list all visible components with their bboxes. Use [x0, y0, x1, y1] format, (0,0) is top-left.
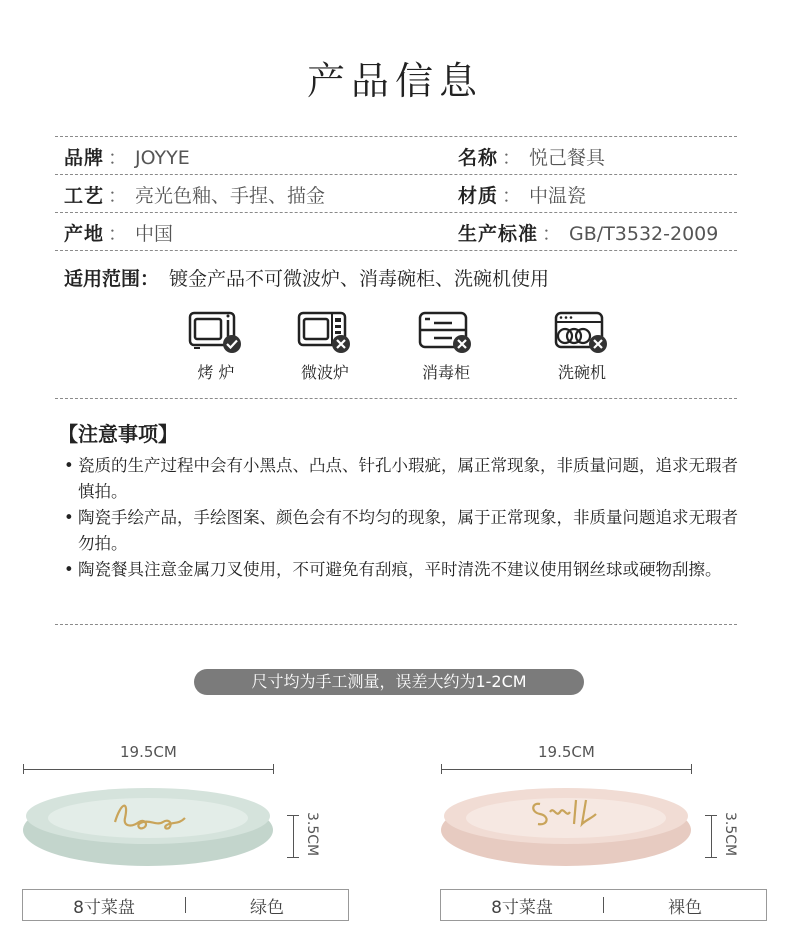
note-item [64, 505, 744, 557]
plate-image-green [20, 782, 276, 872]
dishwasher-x-icon [552, 310, 612, 354]
divider [55, 212, 737, 213]
width-tick [691, 764, 692, 774]
divider [55, 174, 737, 175]
bullet: • [64, 508, 74, 527]
width-dimension: 19.5CM [538, 743, 595, 761]
width-line [23, 769, 273, 770]
info-craft [64, 181, 325, 208]
info-origin [64, 219, 173, 246]
info-colon: ： [502, 185, 522, 207]
appliance-dishwasher [532, 310, 632, 383]
height-dimension: 3.5CM [722, 812, 738, 857]
page-title: 产品信息 [306, 59, 483, 103]
info-brand [64, 143, 190, 170]
product-size: 8寸菜盘 [73, 897, 135, 918]
info-value: 亮光色釉、手捏、描金 [135, 185, 326, 207]
info-colon: ： [542, 223, 562, 245]
divider [55, 250, 737, 251]
height-dimension: 3.5CM [304, 812, 320, 857]
info-value: GB/T3532-2009 [569, 223, 719, 245]
appliance-sterilizer [396, 310, 496, 383]
info-value: 中国 [135, 223, 174, 245]
bullet: • [64, 560, 74, 579]
info-label: 材质 [458, 185, 499, 207]
width-tick [273, 764, 274, 774]
usage-scope [64, 264, 549, 291]
info-standard [458, 219, 718, 246]
info-value: 悦己餐具 [529, 147, 606, 169]
info-name [458, 143, 605, 170]
height-tick [705, 857, 717, 858]
info-label: 生产标准 [458, 223, 539, 245]
product-color: 裸色 [668, 897, 702, 918]
appliance-label: 洗碗机 [557, 363, 606, 382]
plate-image-nude [438, 782, 694, 872]
note-item [64, 557, 744, 583]
info-colon: ： [108, 147, 128, 169]
info-material [458, 181, 586, 208]
height-tick [287, 857, 299, 858]
info-colon: ： [502, 147, 522, 169]
info-colon: ： [108, 185, 128, 207]
info-colon: ： [108, 223, 128, 245]
width-tick [23, 764, 24, 774]
width-line [441, 769, 691, 770]
notes-title: 【注意事项】 [58, 422, 178, 446]
usage-scope-value: 镀金产品不可微波炉、消毒碗柜、洗碗机使用 [169, 268, 550, 290]
divider [55, 136, 737, 137]
note-text: 瓷质的生产过程中会有小黑点、凸点、针孔小瑕疵，属正常现象，非质量问题，追求无瑕者慎拍。 [78, 456, 738, 501]
note-text: 陶瓷手绘产品，手绘图案、颜色会有不均匀的现象，属于正常现象，非质量问题追求无瑕者勿拍。 [78, 508, 738, 553]
usage-scope-label: 适用范围： [64, 268, 160, 290]
width-dimension: 19.5CM [120, 743, 177, 761]
height-line [711, 815, 712, 857]
appliance-microwave [275, 310, 375, 383]
appliance-label: 微波炉 [300, 363, 349, 382]
note-text: 陶瓷餐具注意金属刀叉使用，不可避免有刮痕，平时清洗不建议使用钢丝球或硬物刮擦。 [78, 560, 722, 579]
appliance-oven [166, 310, 266, 383]
info-label: 工艺 [64, 185, 105, 207]
measure-note: 尺寸均为手工测量，误差大约为1-2CM [194, 669, 584, 695]
product-color: 绿色 [250, 897, 284, 918]
divider [55, 398, 737, 399]
info-value: JOYYE [135, 147, 190, 169]
bullet: • [64, 456, 74, 475]
oven-check-icon [186, 310, 246, 354]
info-label: 名称 [458, 147, 499, 169]
info-label: 品牌 [64, 147, 105, 169]
appliance-label: 消毒柜 [421, 363, 470, 382]
note-item [64, 453, 744, 505]
microwave-x-icon [295, 310, 355, 354]
product-spec-box [22, 889, 349, 921]
height-line [293, 815, 294, 857]
sterilizer-x-icon [416, 310, 476, 354]
info-label: 产地 [64, 223, 105, 245]
divider [55, 624, 737, 625]
product-size: 8寸菜盘 [491, 897, 553, 918]
product-spec-box [440, 889, 767, 921]
info-value: 中温瓷 [529, 185, 587, 207]
appliance-label: 烤 炉 [197, 363, 235, 382]
width-tick [441, 764, 442, 774]
